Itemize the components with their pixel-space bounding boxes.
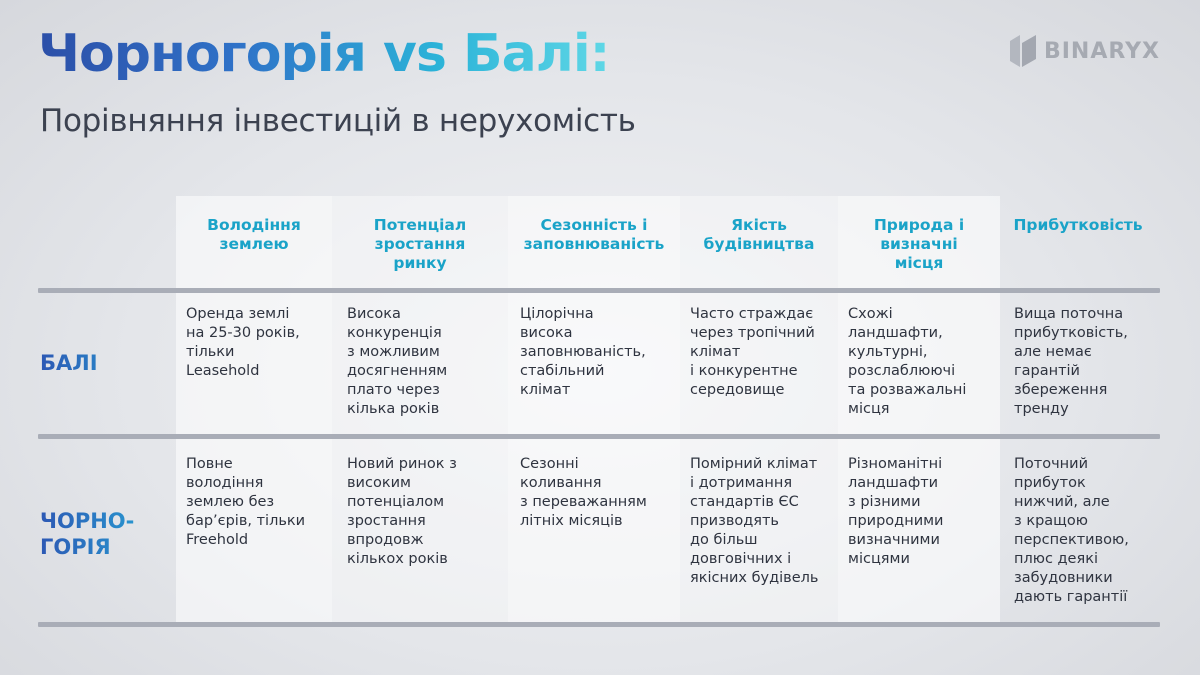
logo-text: BINARYX [1043, 38, 1160, 64]
table-cell: Часто страждає через тропічний клімат і конкурентне середовище [690, 306, 815, 398]
table-cell: Повне володіння землею без бар’єрів, тільки Freehold [186, 456, 306, 548]
page-title: Чорногорія vs Балі: [38, 24, 610, 84]
table-cell: Новий ринок з високим потенціалом зростання впродовж кількох років [347, 456, 457, 567]
table-cell: Помірний клімат і дотримання стандартів ЄС призводять до більш довговічних і якісних будівель [690, 456, 819, 586]
table-cell: Висока конкуренція з можливим досягненням плато через кілька років [347, 306, 448, 417]
header-profitability: Прибутковість [1013, 216, 1143, 234]
header-construction-quality: Якість будівництва [703, 216, 815, 253]
table-cell: Схожі ландшафти, культурні, розслаблюючі та розважальні місця [848, 306, 967, 417]
table-cell: Сезонні коливання з переважанням літніх місяців [520, 456, 647, 529]
header-market-growth: Потенціал зростання ринку [373, 216, 467, 272]
divider-bottom [38, 622, 1160, 627]
divider-middle [38, 434, 1160, 439]
binaryx-logo-icon [1010, 33, 1036, 69]
divider-top [38, 288, 1160, 293]
column-bg-3 [508, 196, 680, 626]
header-nature: Природа і визначні місця [873, 216, 965, 272]
table-cell: Поточний прибуток нижчий, але з кращою перспективою, плюс деякі забудовники дають гарантії [1014, 456, 1129, 605]
table-cell: Вища поточна прибутковість, але немає гарантій збереження тренду [1014, 306, 1128, 417]
brand-logo [1010, 32, 1160, 70]
header-seasonality: Сезонність і заповнюваність [523, 216, 665, 253]
header-land-ownership: Володіння землею [207, 216, 301, 253]
table-cell: Оренда землі на 25-30 років, тільки Leasehold [186, 306, 300, 379]
row-label-montenegro: ЧОРНО- ГОРІЯ [40, 508, 170, 560]
row-label-bali: БАЛІ [40, 350, 170, 376]
page-subtitle: Порівняння інвестицій в нерухомість [40, 103, 636, 139]
table-cell: Різноманітні ландшафти з різними природними визначними місцями [848, 456, 944, 567]
table-cell: Цілорічна висока заповнюваність, стабільний клімат [520, 306, 646, 398]
column-bg-1 [176, 196, 332, 626]
